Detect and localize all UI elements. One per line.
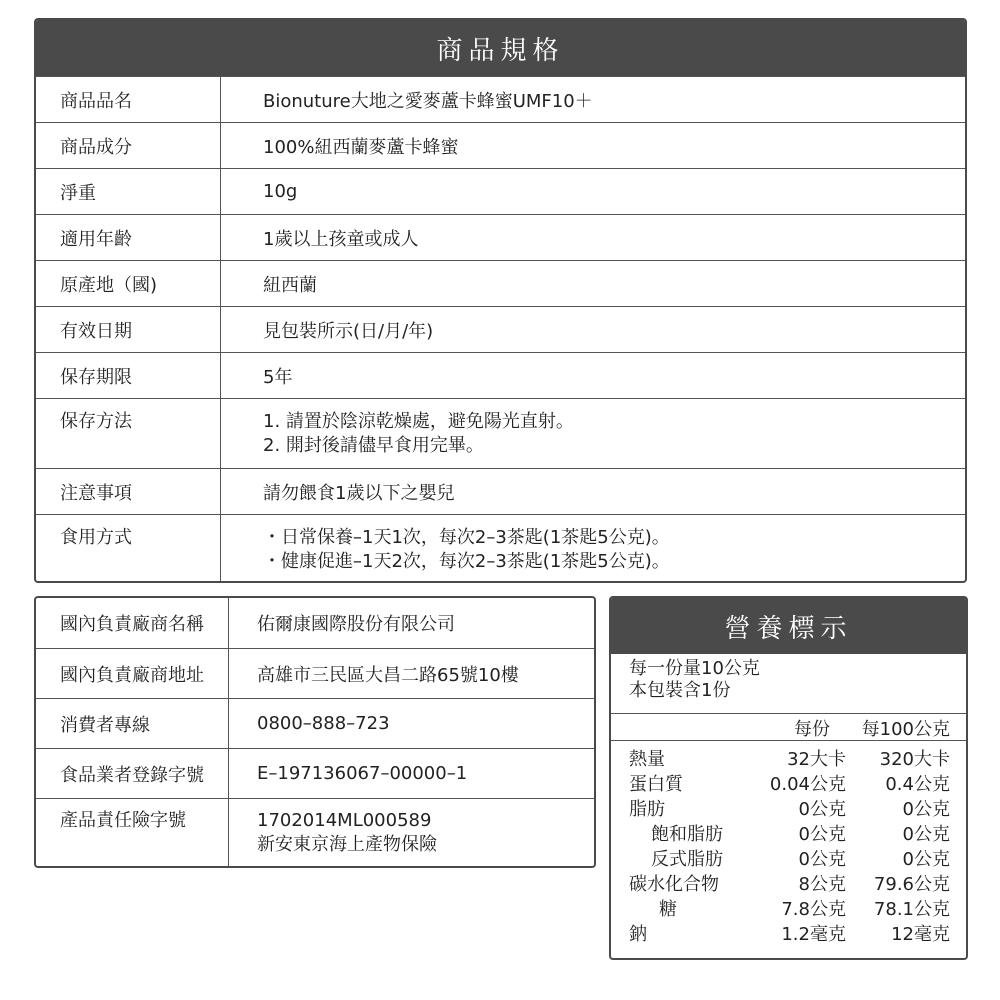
company-info-table: [34, 596, 596, 868]
company-row-registration: [36, 748, 594, 798]
spec-value: [221, 399, 965, 468]
storage-line: 2. 開封後請儘早食用完畢。: [263, 435, 484, 456]
company-label: 國內負責廠商名稱: [36, 598, 229, 648]
serving-size: 每一份量10公克: [629, 658, 760, 679]
company-value: E–197136067–00000–1: [257, 763, 468, 784]
nutrient-name: 蛋白質: [629, 774, 683, 795]
spec-label: 商品品名: [36, 77, 221, 122]
usage-line: ・健康促進–1天2次，每次2–3茶匙(1茶匙5公克)。: [263, 551, 670, 572]
nutrient-per-100g: 78.1公克: [873, 899, 950, 920]
company-value: 佑爾康國際股份有限公司: [257, 614, 455, 635]
company-row-name: [36, 598, 594, 648]
nutrient-per-serving: 1.2毫克: [781, 924, 846, 945]
nutrition-facts-table: [609, 596, 968, 960]
nutrient-name: 鈉: [629, 924, 647, 945]
nutrient-name: 熱量: [629, 749, 665, 770]
nutrient-per-serving: 0.04公克: [769, 774, 846, 795]
col-per-100g: 每100公克: [861, 719, 950, 740]
nutrition-rows: [611, 741, 966, 947]
nutrient-per-100g: 79.6公克: [873, 874, 950, 895]
nutrient-row-trans-fat: [611, 847, 966, 872]
spec-row-shelf-life: [36, 352, 965, 398]
company-value: 高雄市三民區大昌二路65號10樓: [257, 664, 519, 686]
nutrient-row-fat: [611, 797, 966, 822]
company-row-hotline: [36, 698, 594, 748]
company-row-insurance: [36, 798, 594, 868]
nutrient-name: 碳水化合物: [629, 874, 719, 895]
spec-value: 請勿餵食1歲以下之嬰兒: [263, 482, 455, 504]
spec-label: 注意事項: [36, 469, 221, 514]
spec-label: 原產地（國): [36, 261, 221, 306]
nutrient-name: 飽和脂肪: [651, 824, 723, 845]
spec-value: 1歲以上孩童或成人: [263, 228, 419, 250]
company-value: [229, 799, 594, 868]
company-value: 0800–888–723: [257, 713, 390, 734]
nutrient-per-serving: 8公克: [798, 874, 846, 895]
spec-label: 適用年齡: [36, 215, 221, 260]
insurance-line: 1702014ML000589: [257, 810, 432, 831]
nutrient-per-100g: 0公克: [902, 799, 950, 820]
nutrient-per-100g: 0公克: [902, 824, 950, 845]
nutrient-per-100g: 320大卡: [879, 749, 950, 770]
spec-row-age: [36, 214, 965, 260]
company-label: 產品責任險字號: [36, 799, 229, 868]
spec-row-storage: [36, 398, 965, 468]
spec-value: 紐西蘭: [263, 274, 317, 296]
spec-value: 見包裝所示(日/月/年): [263, 320, 434, 342]
nutrient-per-serving: 0公克: [798, 824, 846, 845]
nutrient-per-serving: 0公克: [798, 849, 846, 870]
spec-row-name: [36, 76, 965, 122]
company-row-address: [36, 648, 594, 698]
nutrient-row-carbohydrate: [611, 872, 966, 897]
insurance-line: 新安東京海上產物保險: [257, 834, 437, 855]
usage-line: ・日常保養–1天1次，每次2–3茶匙(1茶匙5公克)。: [263, 527, 670, 548]
nutrient-row-protein: [611, 772, 966, 797]
nutrient-row-saturated-fat: [611, 822, 966, 847]
company-label: 消費者專線: [36, 699, 229, 748]
spec-value: 10g: [263, 181, 298, 202]
spec-label: 食用方式: [36, 515, 221, 583]
nutrient-row-sugar: [611, 897, 966, 922]
spec-label: 保存方法: [36, 399, 221, 468]
nutrient-name: 糖: [659, 899, 677, 920]
spec-row-usage: [36, 514, 965, 583]
spec-label: 有效日期: [36, 307, 221, 352]
nutrient-per-100g: 0.4公克: [885, 774, 950, 795]
company-label: 國內負責廠商地址: [36, 649, 229, 698]
col-per-serving: 每份: [794, 719, 830, 740]
nutrition-column-headers: [611, 713, 966, 741]
spec-row-caution: [36, 468, 965, 514]
spec-value: Bionuture大地之愛麥蘆卡蜂蜜UMF10＋: [263, 90, 593, 112]
nutrient-per-100g: 12毫克: [891, 924, 950, 945]
spec-value: [221, 515, 965, 583]
spec-label: 淨重: [36, 169, 221, 214]
company-label: 食品業者登錄字號: [36, 749, 229, 798]
spec-label: 商品成分: [36, 123, 221, 168]
nutrition-title: 營養標示: [611, 598, 966, 654]
nutrient-per-serving: 32大卡: [787, 749, 846, 770]
product-spec-table: [34, 18, 967, 583]
nutrient-name: 脂肪: [629, 799, 665, 820]
nutrient-row-energy: [611, 747, 966, 772]
spec-row-ingredients: [36, 122, 965, 168]
nutrient-per-serving: 7.8公克: [781, 899, 846, 920]
spec-value: 100%紐西蘭麥蘆卡蜂蜜: [263, 136, 459, 158]
spec-label: 保存期限: [36, 353, 221, 398]
spec-value: 5年: [263, 366, 293, 388]
nutrient-row-sodium: [611, 922, 966, 947]
nutrient-per-100g: 0公克: [902, 849, 950, 870]
nutrient-per-serving: 0公克: [798, 799, 846, 820]
spec-title: 商品規格: [36, 20, 965, 76]
servings-per-package: 本包裝含1份: [629, 680, 731, 701]
storage-line: 1. 請置於陰涼乾燥處，避免陽光直射。: [263, 411, 574, 432]
nutrition-serving-info: [611, 654, 966, 713]
nutrient-name: 反式脂肪: [651, 849, 723, 870]
spec-row-expiry: [36, 306, 965, 352]
spec-row-origin: [36, 260, 965, 306]
spec-row-weight: [36, 168, 965, 214]
